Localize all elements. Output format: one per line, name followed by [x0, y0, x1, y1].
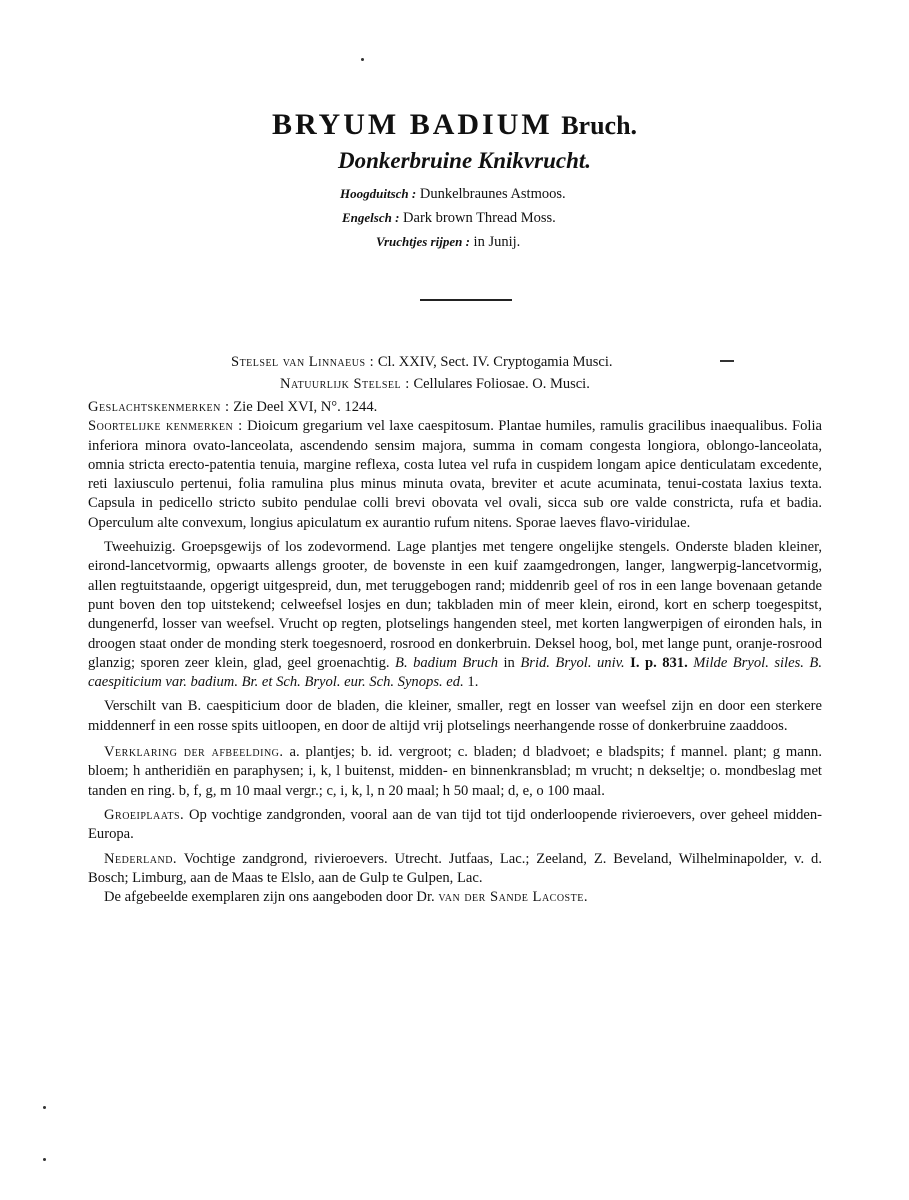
species-value: Dioicum gregarium vel laxe caespitosum. Plantae humiles, ramulis gracilibus inaequalibus. Folia inferiora minora ovato-lanceolata, ascendendo sensim majora, summa in comam congesta longiora, oblongo-lanceolata, omnia stricta erecto-patentia tenuia, margine reflexa, costa lutea vel rufa in cuspidem longam apice denticulatam excedente, reti laxiusculo pertenui, folia ramulina plus minus minuta ovata, breviter et acute acuminata, tenui-costata laxius texta. Capsula in pedicello stricto subito pendulae colli brevi obovata vel ovali, sicca sub ore valde constricta, rufa et badia. Operculum alte convexum, longius apiculatum ex aurantio rufum nitens. Sporae laeves flavo-viridulae.	[88, 418, 822, 531]
description-main: Tweehuizig. Groepsgewijs of los zodevormend. Lage plantjes met tengere ongelijke stengels. Onderste bladen kleiner, eirond-lancetvormig, opwaarts allengs grooter, de bovenste in een kuif zaamgedrongen, langer, langwerpig-lancetvormig, allen regtuitstaande, opgerigt uitgespreid, dun, met teruggebogen rand; middenrib geel of ros in een lange bovenaan getande punt boven den top uitstekend; celweefsel losjes en dun; takbladen min of meer klein, eirond, kort en scherp toegespitst, dungenerfd, losser van weefsel. Vrucht op regten, plotselings hangenden steel, met korten langwerpigen of eironden hals, in droogen staat onder de monding sterk toegesnoerd, rosrood en donkerbruin. Deksel hoog, bol, met lange punt, oranje-rosrood glanzig; sporen zeer klein, glad, geel groenachtig.	[88, 539, 822, 671]
reference-6: 1.	[467, 674, 479, 691]
ripening-value: in Junij.	[473, 234, 521, 250]
german-value: Dunkelbraunes Astmoos.	[419, 186, 566, 202]
linnaeus-label: Stelsel van Linnaeus :	[231, 354, 375, 370]
credit-paragraph	[88, 888, 822, 907]
german-label: Hoogduitsch :	[340, 186, 417, 201]
explanation-label: Verklaring der afbeelding.	[104, 744, 284, 761]
reference-in: in	[503, 654, 515, 671]
species-characters	[88, 417, 822, 533]
german-name-line	[326, 182, 566, 206]
reference-1: B. badium Bruch	[395, 654, 499, 671]
reference-4: Milde Bryol. siles.	[693, 654, 804, 671]
ripening-line	[326, 230, 566, 254]
linnaeus-system-line	[231, 354, 613, 371]
species-name: BRYUM BADIUM	[271, 108, 553, 141]
english-value: Dark brown Thread Moss.	[403, 210, 556, 226]
natural-system-line	[280, 376, 590, 393]
reference-3: I. p. 831.	[630, 654, 688, 671]
divider-rule	[420, 299, 512, 301]
natural-value: Cellulares Foliosae. O. Musci.	[413, 376, 590, 392]
margin-dash	[720, 360, 734, 362]
explanation-paragraph	[88, 743, 822, 801]
print-speck-margin-lower	[43, 1158, 46, 1161]
credit-name: van der Sande Lacoste.	[438, 889, 588, 906]
common-names	[326, 182, 566, 254]
species-author: Bruch.	[561, 111, 638, 140]
description-paragraph	[88, 538, 822, 692]
habitat-paragraph	[88, 806, 822, 845]
netherlands-label: Nederland.	[104, 850, 178, 867]
linnaeus-value: Cl. XXIV, Sect. IV. Cryptogamia Musci.	[377, 354, 613, 370]
english-label: Engelsch :	[342, 210, 400, 225]
netherlands-value: Vochtige zandgrond, rivieroevers. Utrecht. Jutfaas, Lac.; Zeeland, Z. Beveland, Wilhelminapolder, v. d. Bosch; Limburg, aan de Maas te Elslo, aan de Gulp te Gulpen, Lac.	[88, 850, 822, 886]
difference-paragraph: Verschilt van B. caespiticium door de bladen, die kleiner, smaller, regt en losser van weefsel zijn en door een sterkere middennerf in een rosse spits uitloopen, en door de altijd vrij plotselings neerhangende rosse of donkerbruine zaaddoos.	[88, 698, 822, 734]
print-speck	[361, 58, 364, 61]
habitat-value: Op vochtige zandgronden, vooral aan de van tijd tot tijd onderloopende rivieroevers, over geheel midden-Europa.	[88, 806, 822, 843]
reference-2: Brid. Bryol. univ.	[520, 654, 625, 671]
species-label: Soortelijke kenmerken :	[88, 418, 243, 435]
explanation-value: a. plantjes; b. id. vergroot; c. bladen; d bladvoet; e bladspits; f mannel. plant; g mann. bloem; h antheridiën en paraphysen; i, k, l buitenst, midden- en binnenkransblad; m vrucht; n dekseltje; o. mondbeslag met tanden en ring. b, f, g, m 10 maal vergr.; c, i, k, l, n 20 maal; h 50 maal; d, e, o 100 maal.	[88, 744, 822, 799]
body-text	[88, 398, 822, 907]
ripening-label: Vruchtjes rijpen :	[376, 234, 470, 249]
reference-5: B. caespiticium var. badium. Br. et Sch. Bryol. eur. Sch. Synops. ed.	[88, 654, 822, 691]
credit-prefix: De afgebeelde exemplaren zijn ons aangeboden door Dr.	[104, 889, 435, 906]
netherlands-paragraph	[88, 850, 822, 889]
page-title	[0, 108, 909, 142]
habitat-label: Groeiplaats.	[104, 806, 185, 823]
genus-value: Zie Deel XVI, N°. 1244.	[233, 399, 378, 415]
genus-characters	[88, 398, 822, 417]
print-speck-margin	[43, 1106, 46, 1109]
genus-label: Geslachtskenmerken :	[88, 399, 230, 415]
natural-label: Natuurlijk Stelsel :	[280, 376, 410, 392]
dutch-name: Donkerbruine Knikvrucht.	[337, 148, 592, 173]
english-name-line	[326, 206, 566, 230]
